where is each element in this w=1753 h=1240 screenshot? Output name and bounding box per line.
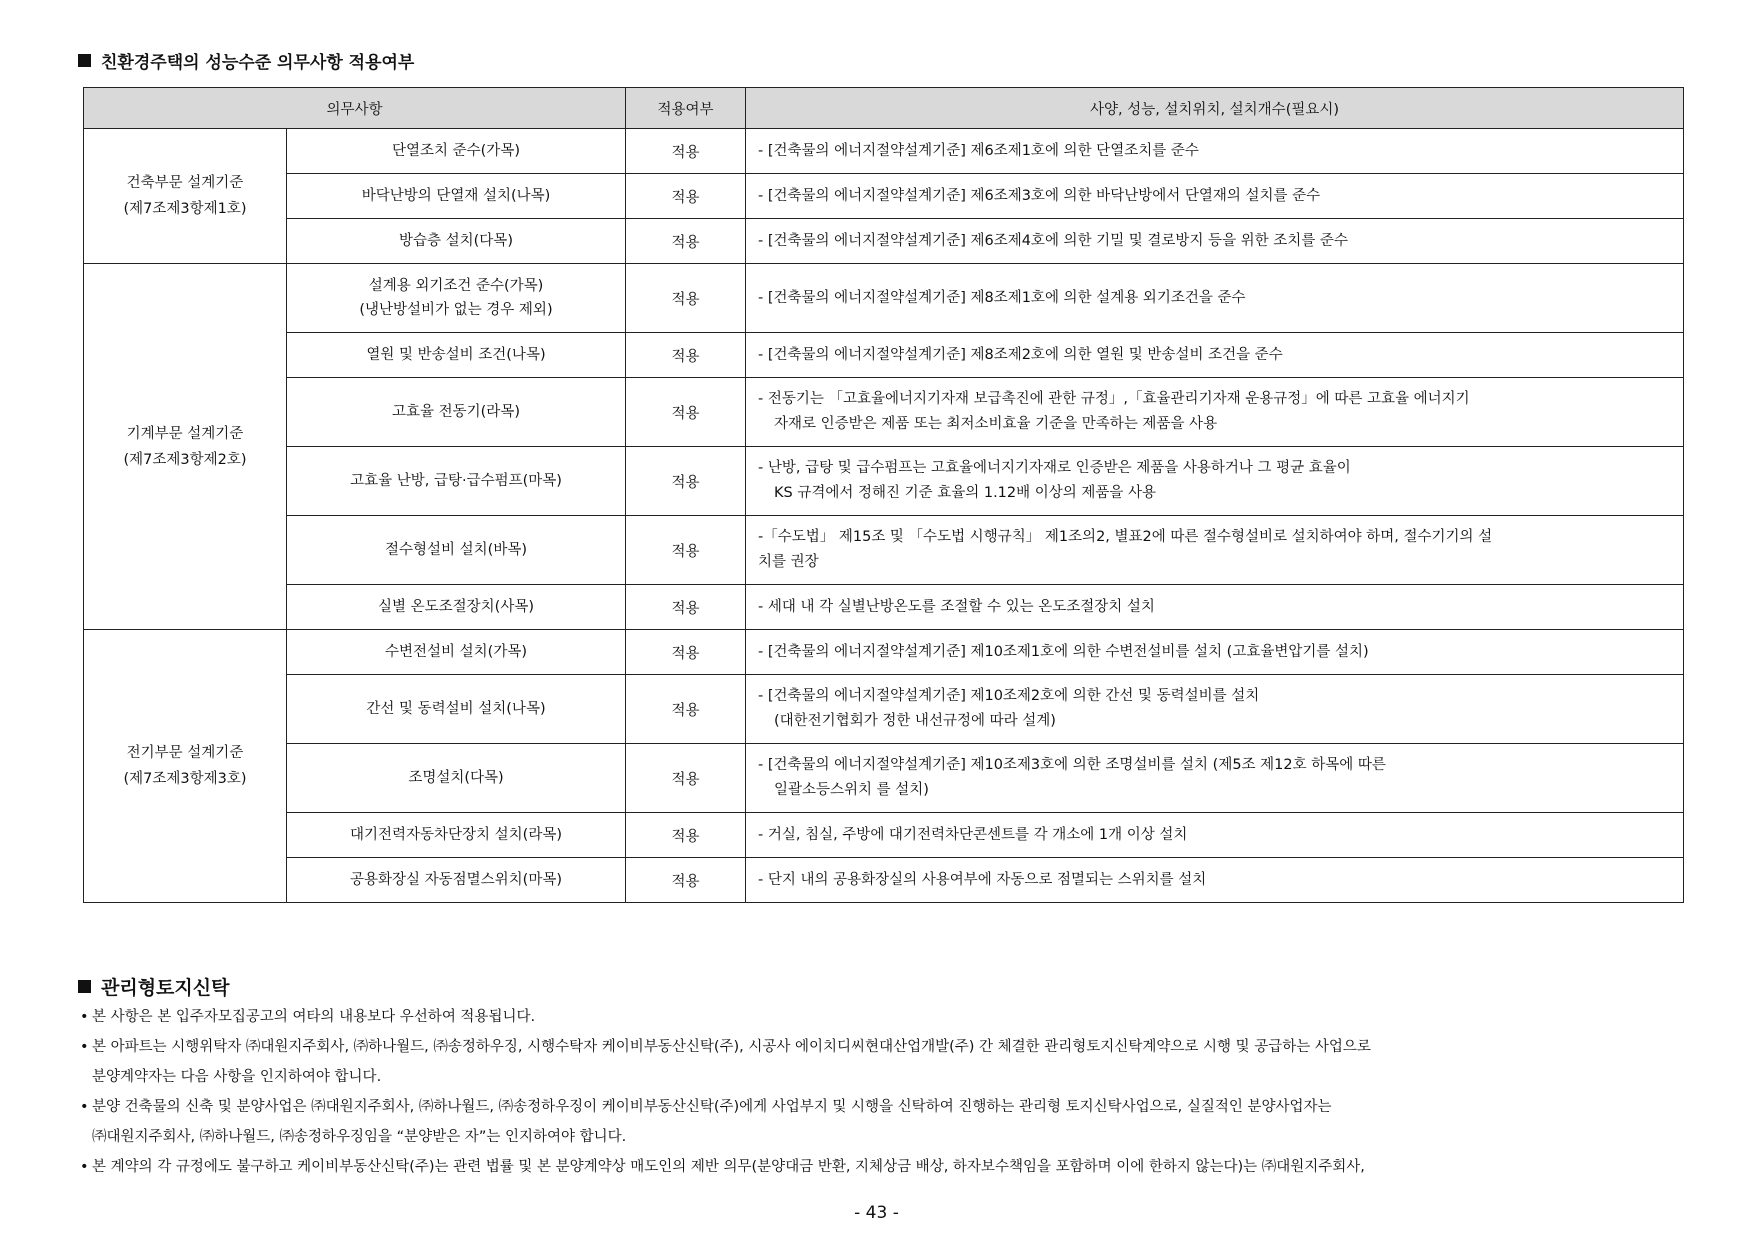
category-article: (제7조제3항제2호) bbox=[123, 451, 247, 468]
spec-text: - [건축물의 에너지절약설계기준] 제10조제2호에 의한 간선 및 동력설비를 설치 bbox=[758, 688, 1260, 704]
applicable-cell: 적용 bbox=[626, 675, 746, 744]
section-title-text: 친환경주택의 성능수준 의무사항 적용여부 bbox=[101, 53, 415, 73]
bullet-icon: • bbox=[80, 1099, 89, 1115]
table-row bbox=[84, 516, 1684, 585]
item-note: (냉난방설비가 없는 경우 제외) bbox=[359, 302, 553, 318]
spec-text: - [건축물의 에너지절약설계기준] 제8조제2호에 의한 열원 및 반송설비 조건을 준수 bbox=[758, 346, 1283, 363]
applicable-cell: 적용 bbox=[626, 333, 746, 378]
spec-cell bbox=[746, 744, 1684, 813]
bullet-icon: • bbox=[80, 1159, 89, 1175]
table-row bbox=[84, 264, 1684, 333]
category-article: (제7조제3항제1호) bbox=[123, 201, 247, 217]
note-text: 본 사항은 본 입주자모집공고의 여타의 내용보다 우선하여 적용됩니다. bbox=[92, 1009, 536, 1025]
table-row bbox=[84, 858, 1684, 903]
spec-text: - [건축물의 에너지절약설계기준] 제10조제1호에 의한 수변전설비를 설치 (고효율변압기를 설치) bbox=[758, 643, 1369, 660]
spec-cell bbox=[746, 675, 1684, 744]
spec-cell bbox=[746, 264, 1684, 333]
category-name: 건축부문 설계기준 bbox=[126, 175, 244, 191]
section-title-performance bbox=[78, 48, 414, 73]
spec-cell bbox=[746, 630, 1684, 675]
spec-text: -「수도법」 제15조 및 「수도법 시행규칙」 제1조의2, 별표2에 따른 절수형설비로 설치하여야 하며, 절수기기의 설 bbox=[758, 529, 1493, 545]
bullet-icon: • bbox=[80, 1039, 89, 1055]
note-text: 본 계약의 각 규정에도 불구하고 케이비부동산신탁(주)는 관련 법률 및 본 분양계약상 매도인의 제반 의무(분양대금 반환, 지체상금 배상, 하자보수책임을 포함하며 이에 한하지 않는다)는 ㈜대원지주회사, bbox=[92, 1159, 1365, 1175]
black-square-icon bbox=[78, 980, 91, 993]
spec-text: - 세대 내 각 실별난방온도를 조절할 수 있는 온도조절장치 설치 bbox=[758, 598, 1155, 615]
section-title-text: 관리형토지신탁 bbox=[101, 977, 230, 999]
category-cell bbox=[84, 264, 287, 630]
spec-cell bbox=[746, 447, 1684, 516]
applicable-cell: 적용 bbox=[626, 813, 746, 858]
item-cell: 간선 및 동력설비 설치(나목) bbox=[287, 675, 626, 744]
table-row bbox=[84, 744, 1684, 813]
spec-text: - [건축물의 에너지절약설계기준] 제10조제3호에 의한 조명설비를 설치 (제5조 제12호 하목에 따른 bbox=[758, 757, 1386, 773]
spec-text: - [건축물의 에너지절약설계기준] 제8조제1호에 의한 설계용 외기조건을 준수 bbox=[758, 289, 1246, 306]
spec-cell bbox=[746, 174, 1684, 219]
table-row bbox=[84, 585, 1684, 630]
applicable-cell: 적용 bbox=[626, 585, 746, 630]
applicable-cell: 적용 bbox=[626, 264, 746, 333]
item-cell: 공용화장실 자동점멸스위치(마목) bbox=[287, 858, 626, 903]
bullet-icon: • bbox=[80, 1009, 89, 1025]
spec-text: - [건축물의 에너지절약설계기준] 제6조제4호에 의한 기밀 및 결로방지 등을 위한 조치를 준수 bbox=[758, 232, 1348, 249]
spec-text-continued: 자재로 인증받은 제품 또는 최저소비효율 기준을 만족하는 제품을 사용 bbox=[774, 416, 1218, 432]
spec-cell bbox=[746, 333, 1684, 378]
spec-text-continued: 일괄소등스위치 를 설치) bbox=[774, 782, 929, 798]
item-cell: 조명설치(다목) bbox=[287, 744, 626, 813]
applicable-cell: 적용 bbox=[626, 219, 746, 264]
spec-text: - [건축물의 에너지절약설계기준] 제6조제1호에 의한 단열조치를 준수 bbox=[758, 142, 1199, 159]
table-row bbox=[84, 813, 1684, 858]
item-cell: 단열조치 준수(가목) bbox=[287, 129, 626, 174]
spec-cell bbox=[746, 516, 1684, 585]
applicable-cell: 적용 bbox=[626, 858, 746, 903]
table-header-row bbox=[84, 88, 1684, 129]
table-row bbox=[84, 174, 1684, 219]
spec-cell bbox=[746, 129, 1684, 174]
spec-cell bbox=[746, 858, 1684, 903]
table-row bbox=[84, 675, 1684, 744]
header-obligation: 의무사항 bbox=[84, 88, 626, 129]
item-cell: 수변전설비 설치(가목) bbox=[287, 630, 626, 675]
applicable-cell: 적용 bbox=[626, 630, 746, 675]
applicable-cell: 적용 bbox=[626, 516, 746, 585]
category-name: 기계부문 설계기준 bbox=[126, 425, 244, 442]
spec-text-continued: KS 규격에서 정해진 기준 효율의 1.12배 이상의 제품을 사용 bbox=[774, 485, 1157, 501]
category-cell bbox=[84, 129, 287, 264]
spec-cell bbox=[746, 813, 1684, 858]
table-row bbox=[84, 129, 1684, 174]
page-number: - 43 - bbox=[854, 1203, 899, 1223]
list-item bbox=[78, 1032, 1688, 1092]
applicable-cell: 적용 bbox=[626, 129, 746, 174]
item-cell: 고효율 전동기(라목) bbox=[287, 378, 626, 447]
spec-cell bbox=[746, 585, 1684, 630]
spec-cell bbox=[746, 378, 1684, 447]
note-text: 분양 건축물의 신축 및 분양사업은 ㈜대원지주회사, ㈜하나월드, ㈜송정하우징이 케이비부동산신탁(주)에게 사업부지 및 시행을 신탁하여 진행하는 관리형 토지신탁사업으로, 실질적인 분양사업자는 bbox=[92, 1099, 1332, 1115]
item-cell: 바닥난방의 단열재 설치(나목) bbox=[287, 174, 626, 219]
header-spec: 사양, 성능, 설치위치, 설치개수(필요시) bbox=[746, 88, 1684, 129]
item-cell: 대기전력자동차단장치 설치(라목) bbox=[287, 813, 626, 858]
applicable-cell: 적용 bbox=[626, 447, 746, 516]
item-cell: 열원 및 반송설비 조건(나목) bbox=[287, 333, 626, 378]
item-cell: 절수형설비 설치(바목) bbox=[287, 516, 626, 585]
applicable-cell: 적용 bbox=[626, 174, 746, 219]
item-cell: 고효율 난방, 급탕·급수펌프(마목) bbox=[287, 447, 626, 516]
trust-notes bbox=[78, 1002, 1688, 1182]
applicable-cell: 적용 bbox=[626, 378, 746, 447]
performance-table bbox=[83, 87, 1684, 903]
table-row bbox=[84, 333, 1684, 378]
category-article: (제7조제3항제3호) bbox=[123, 771, 247, 787]
category-name: 전기부문 설계기준 bbox=[126, 745, 244, 761]
spec-cell bbox=[746, 219, 1684, 264]
item-cell: 방습층 설치(다목) bbox=[287, 219, 626, 264]
spec-text-continued: (대한전기협회가 정한 내선규정에 따라 설계) bbox=[774, 713, 1056, 729]
note-text: 본 아파트는 시행위탁자 ㈜대원지주회사, ㈜하나월드, ㈜송정하우징, 시행수탁자 케이비부동산신탁(주), 시공사 에이치디씨현대산업개발(주) 간 체결한 관리형토지신탁계약으로 시행 및 공급하는 사업으로 bbox=[92, 1039, 1371, 1055]
spec-text: - 단지 내의 공용화장실의 사용여부에 자동으로 점멸되는 스위치를 설치 bbox=[758, 871, 1207, 888]
item-cell bbox=[287, 264, 626, 333]
table-row bbox=[84, 378, 1684, 447]
spec-text-continued: 치를 권장 bbox=[758, 554, 819, 570]
list-item bbox=[78, 1152, 1688, 1182]
section-title-land-trust bbox=[78, 973, 229, 1000]
list-item bbox=[78, 1002, 1688, 1032]
note-text-continued: 분양계약자는 다음 사항을 인지하여야 합니다. bbox=[92, 1069, 382, 1085]
table-row bbox=[84, 630, 1684, 675]
spec-text: - 거실, 침실, 주방에 대기전력차단콘센트를 각 개소에 1개 이상 설치 bbox=[758, 826, 1188, 843]
note-text-continued: ㈜대원지주회사, ㈜하나월드, ㈜송정하우징임을 “분양받은 자”는 인지하여야 합니다. bbox=[92, 1129, 627, 1145]
spec-text: - 전동기는 「고효율에너지기자재 보급촉진에 관한 규정」,「효율관리기자재 운용규정」에 따른 고효율 에너지기 bbox=[758, 391, 1470, 407]
applicable-cell: 적용 bbox=[626, 744, 746, 813]
black-square-icon bbox=[78, 54, 91, 67]
table-row bbox=[84, 219, 1684, 264]
spec-text: - [건축물의 에너지절약설계기준] 제6조제3호에 의한 바닥난방에서 단열재의 설치를 준수 bbox=[758, 187, 1321, 204]
list-item bbox=[78, 1092, 1688, 1152]
table-row bbox=[84, 447, 1684, 516]
spec-text: - 난방, 급탕 및 급수펌프는 고효율에너지기자재로 인증받은 제품을 사용하거나 그 평균 효율이 bbox=[758, 460, 1351, 476]
header-applicable: 적용여부 bbox=[626, 88, 746, 129]
item-cell: 실별 온도조절장치(사목) bbox=[287, 585, 626, 630]
category-cell bbox=[84, 630, 287, 903]
item-text: 설계용 외기조건 준수(가목) bbox=[368, 278, 544, 294]
